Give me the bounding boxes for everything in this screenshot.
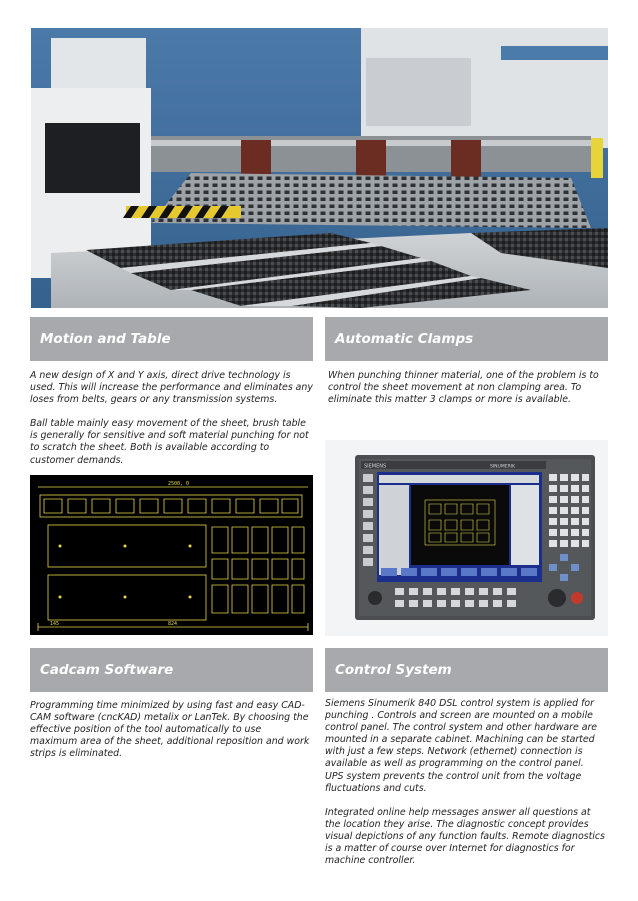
control-paragraph-2: Integrated online help messages answer all questions at the location they arise. The diagnostic concept provides visual depictions of any function faults. Remote diagnostics is a matter of course over Internet for diagnostics for machine controller. [325, 806, 605, 867]
cadcam-software-title: Cadcam Software [40, 662, 174, 678]
cadcam-drawing-image [30, 475, 313, 635]
cadcam-software-text [30, 700, 310, 760]
motion-and-table-heading [30, 317, 313, 361]
cadcam-paragraph-1: Programming time minimized by using fast and easy CAD-CAM software (cncKAD) metalix or LanTek. By choosing the effective position of the tool automatically to use maximum area of the sheet, additional reposition and work strips is eliminated. [30, 700, 310, 760]
cad-dimension-mid: 824 [168, 621, 178, 627]
automatic-clamps-heading [325, 317, 608, 361]
automatic-clamps-text [328, 370, 606, 406]
motion-paragraph-1: A new design of X and Y axis, direct drive technology is used. This will increase the performance and eliminates any loses from belts, gears or any transmission systems. [30, 370, 313, 406]
control-system-title: Control System [335, 662, 452, 678]
control-system-panel-image [325, 440, 608, 636]
machine-table-photo [31, 28, 608, 308]
control-system-heading [325, 648, 608, 692]
panel-brand-text: SIEMENS [364, 463, 387, 470]
motion-and-table-text [30, 370, 316, 467]
control-system-text [325, 698, 605, 867]
motion-and-table-title: Motion and Table [40, 331, 171, 347]
cad-dimension-top: 2500, 0 [168, 481, 190, 487]
motion-paragraph-2: Ball table mainly easy movement of the sheet, brush table is generally for sensitive and soft material punching for not to scratch the sheet. Both is available according to customer demands. [30, 418, 309, 466]
panel-model-text: SINUMERIK [490, 464, 515, 470]
clamps-paragraph-1: When punching thinner material, one of the problem is to control the sheet movement at non clamping area. To eliminate this matter 3 clamps or more is available. [328, 370, 599, 406]
control-paragraph-1: Siemens Sinumerik 840 DSL control system is applied for punching . Controls and screen are mounted on a mobile control panel. The control system and other hardware are mounted in a separate cabinet. Machining can be started with just a few steps. Network (ethernet) connection is available as well as programming on the control panel. UPS system prevents the control unit from the voltage fluctuations and cuts. [325, 698, 598, 794]
automatic-clamps-title: Automatic Clamps [335, 331, 474, 347]
cadcam-software-heading [30, 648, 313, 692]
cad-dimension-left: 145 [50, 621, 60, 627]
